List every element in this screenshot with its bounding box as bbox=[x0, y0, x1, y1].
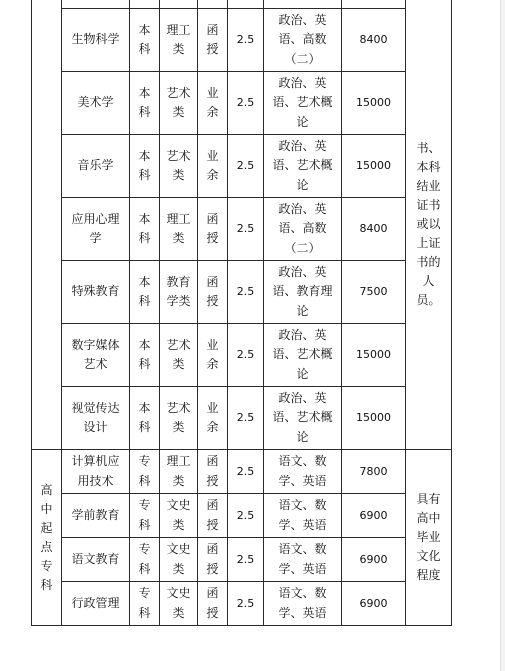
major-cell: 生物科学 bbox=[71, 32, 120, 47]
fee-cell: 15000 bbox=[342, 324, 406, 387]
table-row bbox=[32, 582, 452, 626]
table-row bbox=[32, 198, 452, 261]
major-cell: 计算机应用技术 bbox=[71, 454, 120, 488]
fee-cell: 8400 bbox=[342, 198, 406, 261]
years-cell: 2.5 bbox=[228, 261, 264, 324]
table-row bbox=[32, 261, 452, 324]
mode-cell: 业余 bbox=[206, 400, 219, 434]
years-cell: 2.5 bbox=[228, 198, 264, 261]
level-cell: 本科 bbox=[138, 337, 151, 371]
requirement-bk: 书、本科结业证书或以上证书的人员。 bbox=[406, 0, 452, 450]
mode-cell: 函授 bbox=[206, 22, 219, 56]
major-cell: 视觉传达设计 bbox=[71, 400, 120, 434]
category-cell: 文史类 bbox=[166, 586, 191, 620]
major-cell: 应用心理学 bbox=[71, 211, 120, 245]
mode-cell: 函授 bbox=[206, 454, 219, 488]
mode-cell: 函授 bbox=[206, 498, 219, 532]
exams-cell: 语文、数学、英语 bbox=[278, 586, 327, 620]
section-label-zk: 高中起点专科 bbox=[32, 450, 62, 626]
fee-cell: 7800 bbox=[342, 450, 406, 494]
years-cell: 2.5 bbox=[228, 538, 264, 582]
table-row bbox=[32, 324, 452, 387]
category-cell: 文史类 bbox=[166, 498, 191, 532]
years-cell: 2.5 bbox=[228, 9, 264, 72]
section-label-bk bbox=[32, 0, 62, 450]
table-row bbox=[32, 9, 452, 72]
mode-cell: 函授 bbox=[206, 274, 219, 308]
major-cell: 特殊教育 bbox=[71, 284, 120, 299]
category-cell: 艺术类 bbox=[166, 148, 191, 182]
years-cell: 2.5 bbox=[228, 387, 264, 450]
years-cell: 2.5 bbox=[228, 582, 264, 626]
level-cell: 专科 bbox=[138, 498, 151, 532]
major-cell: 美术学 bbox=[77, 95, 114, 110]
category-cell: 文史类 bbox=[166, 542, 191, 576]
fee-cell: 6900 bbox=[342, 494, 406, 538]
mode-cell: 函授 bbox=[206, 542, 219, 576]
table-row bbox=[32, 135, 452, 198]
exams-cell: 政治、英语、艺术概论 bbox=[272, 75, 333, 129]
table-row bbox=[32, 494, 452, 538]
level-cell: 专科 bbox=[138, 542, 151, 576]
table-row bbox=[32, 72, 452, 135]
fee-cell: 6900 bbox=[342, 538, 406, 582]
exams-cell: 政治、英语、艺术概论 bbox=[272, 138, 333, 192]
mode-cell: 业余 bbox=[206, 85, 219, 119]
level-cell: 本科 bbox=[138, 211, 151, 245]
major-cell: 行政管理 bbox=[62, 582, 130, 626]
category-cell: 理工类 bbox=[166, 454, 191, 488]
level-cell: 专科 bbox=[138, 454, 151, 488]
exams-cell: 政治、英语、教育理论 bbox=[272, 264, 333, 318]
table-row-partial bbox=[32, 0, 452, 9]
years-cell: 2.5 bbox=[228, 135, 264, 198]
years-cell: 2.5 bbox=[228, 494, 264, 538]
fee-cell: 15000 bbox=[342, 135, 406, 198]
major-cell: 语文教育 bbox=[62, 538, 130, 582]
level-cell: 本科 bbox=[138, 85, 151, 119]
exams-cell: 语文、数学、英语 bbox=[278, 542, 327, 576]
major-cell: 数字媒体艺术 bbox=[71, 337, 120, 371]
fee-cell: 8400 bbox=[342, 9, 406, 72]
exams-cell: 政治、英语、艺术概论 bbox=[272, 327, 333, 381]
category-cell: 理工类 bbox=[166, 22, 191, 56]
years-cell: 2.5 bbox=[228, 72, 264, 135]
exams-cell: 政治、英语、高数（二） bbox=[278, 201, 327, 255]
table-row bbox=[32, 450, 452, 494]
enrollment-table bbox=[31, 0, 452, 626]
mode-cell: 业余 bbox=[206, 148, 219, 182]
table-row bbox=[32, 387, 452, 450]
fee-cell: 15000 bbox=[342, 387, 406, 450]
level-cell: 本科 bbox=[138, 148, 151, 182]
category-cell: 教育学类 bbox=[166, 274, 191, 308]
category-cell: 艺术类 bbox=[166, 337, 191, 371]
category-cell: 艺术类 bbox=[166, 85, 191, 119]
scrollbar-edge[interactable] bbox=[500, 0, 505, 671]
mode-cell: 函授 bbox=[206, 211, 219, 245]
level-cell: 本科 bbox=[138, 274, 151, 308]
table-row bbox=[32, 538, 452, 582]
years-cell: 2.5 bbox=[228, 450, 264, 494]
exams-cell: 语文、数学、英语 bbox=[278, 498, 327, 532]
major-cell: 学前教育 bbox=[62, 494, 130, 538]
exams-cell: 政治、英语、艺术概论 bbox=[272, 390, 333, 444]
fee-cell: 15000 bbox=[342, 72, 406, 135]
level-cell: 本科 bbox=[138, 22, 151, 56]
exams-cell: 政治、英语、高数（二） bbox=[278, 12, 327, 66]
major-cell: 音乐学 bbox=[77, 158, 114, 173]
mode-cell: 业余 bbox=[206, 337, 219, 371]
level-cell: 专科 bbox=[138, 586, 151, 620]
requirement-zk: 具有高中毕业文化程度 bbox=[406, 450, 452, 626]
fee-cell: 7500 bbox=[342, 261, 406, 324]
category-cell: 理工类 bbox=[166, 211, 191, 245]
fee-cell: 6900 bbox=[342, 582, 406, 626]
level-cell: 本科 bbox=[138, 400, 151, 434]
years-cell: 2.5 bbox=[228, 324, 264, 387]
exams-cell: 语文、数学、英语 bbox=[278, 454, 327, 488]
mode-cell: 函授 bbox=[206, 586, 219, 620]
category-cell: 艺术类 bbox=[166, 400, 191, 434]
